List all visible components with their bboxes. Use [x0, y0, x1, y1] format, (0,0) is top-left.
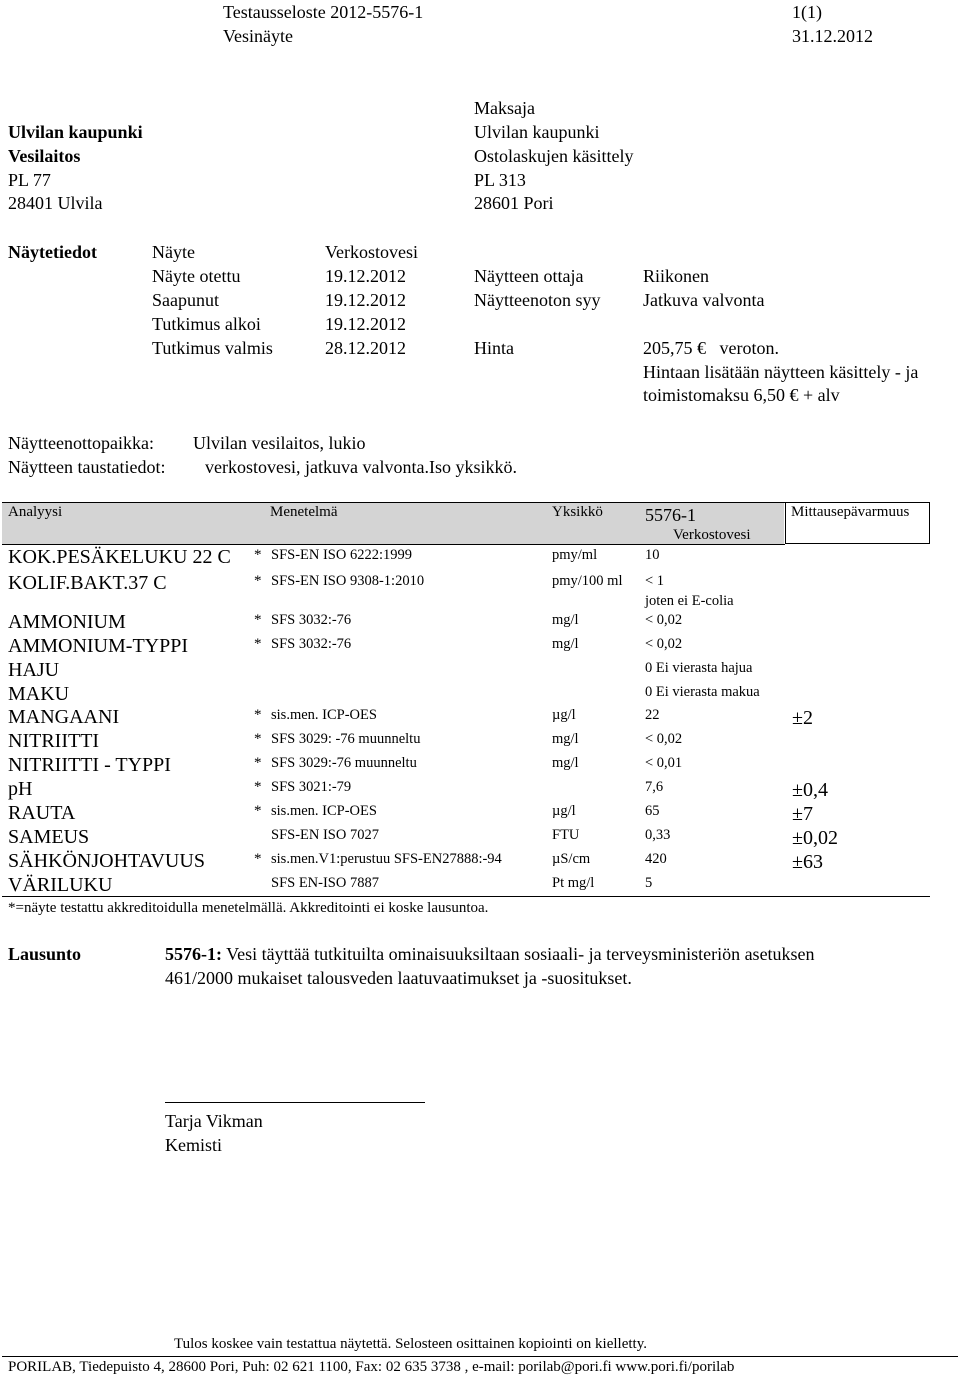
cell-result: < 0,02 — [645, 612, 683, 628]
cell-result: 10 — [645, 547, 660, 563]
cell-method: sis.men.V1:perustuu SFS-EN27888:-94 — [271, 851, 502, 867]
cell-result: 65 — [645, 803, 660, 819]
statement-line-1 — [165, 943, 815, 965]
cell-method: SFS 3021:-79 — [271, 779, 352, 795]
info-value: 19.12.2012 — [325, 290, 406, 310]
cell-analysis: AMMONIUM-TYPPI — [8, 635, 189, 657]
cell-method: SFS 3032:-76 — [271, 612, 352, 628]
payer-line: Ostolaskujen käsittely — [474, 146, 634, 166]
cell-method: SFS 3029:-76 muunneltu — [271, 755, 417, 771]
cell-unit: mg/l — [552, 636, 579, 652]
recipient-line: PL 77 — [8, 170, 51, 190]
cell-analysis: HAJU — [8, 659, 60, 681]
cell-result: 420 — [645, 851, 667, 867]
cell-analysis: KOK.PESÄKELUKU 22 C — [8, 546, 231, 568]
payer-line: PL 313 — [474, 170, 526, 190]
cell-unit: µg/l — [552, 707, 576, 723]
cell-uncertainty: ±63 — [792, 851, 823, 873]
info-label: Näyte otettu — [152, 266, 241, 286]
signer-title: Kemisti — [165, 1135, 222, 1155]
cell-method: sis.men. ICP-OES — [271, 803, 377, 819]
statement-line-2: 461/2000 mukaiset talousveden laatuvaatimukset ja -suositukset. — [165, 968, 632, 988]
sample-info-label: Näytetiedot — [8, 242, 97, 262]
col-header-analysis: Analyysi — [8, 504, 63, 520]
info-value: Verkostovesi — [325, 242, 418, 262]
info-label: Saapunut — [152, 290, 219, 310]
col-header-uncertainty: Mittausepävarmuus — [791, 504, 910, 520]
cell-uncertainty: ±0,02 — [792, 827, 838, 849]
location-value: Ulvilan vesilaitos, lukio — [193, 433, 366, 453]
statement-sample-ref: 5576-1: — [165, 944, 222, 964]
page-number: 1(1) — [792, 2, 822, 22]
cell-uncertainty: ±0,4 — [792, 779, 828, 801]
footer-contact: PORILAB, Tiedepuisto 4, 28600 Pori, Puh: 02 621 1100, Fax: 02 635 3738 , e-mail: porilab@pori.fi www.pori.fi/porilab — [8, 1359, 735, 1375]
cell-result: 0 Ei vierasta makua — [645, 684, 760, 700]
cell-analysis: pH — [8, 778, 33, 800]
cell-analysis: NITRIITTI - TYPPI — [8, 754, 171, 776]
cell-analysis: SAMEUS — [8, 826, 90, 848]
cell-unit: pmy/100 ml — [552, 573, 623, 589]
cell-method: SFS EN-ISO 7887 — [271, 875, 379, 891]
location-label: Näytteenottopaikka: — [8, 433, 154, 453]
cell-unit: mg/l — [552, 755, 579, 771]
info-value: 19.12.2012 — [325, 314, 406, 334]
info-label: Tutkimus alkoi — [152, 314, 261, 334]
cell-accredited-mark: * — [254, 803, 262, 819]
report-date: 31.12.2012 — [792, 26, 873, 46]
col-header-method: Menetelmä — [270, 504, 338, 520]
info-value: Riikonen — [643, 266, 709, 286]
cell-result: < 1 — [645, 573, 665, 589]
cell-unit: FTU — [552, 827, 580, 843]
footer-note: Tulos koskee vain testattua näytettä. Selosteen osittainen kopiointi on kielletty. — [174, 1336, 647, 1352]
cell-unit: mg/l — [552, 731, 579, 747]
cell-method: sis.men. ICP-OES — [271, 707, 377, 723]
price-note: toimistomaksu 6,50 € + alv — [643, 385, 840, 405]
cell-accredited-mark: * — [254, 612, 262, 628]
info-label: Näytteenoton syy — [474, 290, 601, 310]
cell-analysis: VÄRILUKU — [8, 874, 113, 896]
cell-result: < 0,02 — [645, 636, 683, 652]
cell-result: joten ei E-colia — [645, 593, 734, 609]
payer-heading: Maksaja — [474, 98, 535, 118]
recipient-line: Ulvilan kaupunki — [8, 122, 143, 142]
cell-accredited-mark: * — [254, 731, 262, 747]
cell-analysis: SÄHKÖNJOHTAVUUS — [8, 850, 205, 872]
cell-result: < 0,02 — [645, 731, 683, 747]
signature-line — [165, 1102, 425, 1103]
report-subtitle: Vesinäyte — [223, 26, 293, 46]
cell-result: < 0,01 — [645, 755, 683, 771]
col-header-sample-id: 5576-1 — [645, 505, 696, 525]
cell-result: 7,6 — [645, 779, 664, 795]
price-value: 205,75 € veroton. — [643, 338, 779, 358]
background-label: Näytteen taustatiedot: — [8, 457, 166, 477]
info-value: Jatkuva valvonta — [643, 290, 765, 310]
cell-unit: Pt mg/l — [552, 875, 595, 891]
report-title: Testausseloste 2012-5576-1 — [223, 2, 424, 22]
recipient-line: 28401 Ulvila — [8, 193, 103, 213]
statement-text: Vesi täyttää tutkituilta ominaisuuksiltaan sosiaali- ja terveysministeriön asetuksen — [222, 944, 815, 964]
info-label: Näytteen ottaja — [474, 266, 584, 286]
recipient-line: Vesilaitos — [8, 146, 81, 166]
cell-unit: pmy/ml — [552, 547, 598, 563]
col-header-sample-type: Verkostovesi — [673, 527, 751, 543]
accreditation-footnote: *=näyte testattu akkreditoidulla menetelmällä. Akkreditointi ei koske lausuntoa. — [8, 900, 489, 916]
cell-accredited-mark: * — [254, 779, 262, 795]
payer-line: Ulvilan kaupunki — [474, 122, 600, 142]
cell-unit: mg/l — [552, 612, 579, 628]
info-label: Tutkimus valmis — [152, 338, 273, 358]
cell-analysis: NITRIITTI — [8, 730, 100, 752]
info-value: 28.12.2012 — [325, 338, 406, 358]
info-value: 19.12.2012 — [325, 266, 406, 286]
cell-method: SFS 3032:-76 — [271, 636, 352, 652]
cell-unit: µS/cm — [552, 851, 591, 867]
cell-accredited-mark: * — [254, 707, 262, 723]
cell-analysis: RAUTA — [8, 802, 76, 824]
info-label: Näyte — [152, 242, 195, 262]
cell-accredited-mark: * — [254, 573, 262, 589]
cell-method: SFS 3029: -76 muunneltu — [271, 731, 421, 747]
footer-rule — [2, 1356, 958, 1357]
cell-method: SFS-EN ISO 6222:1999 — [271, 547, 412, 563]
cell-result: 0 Ei vierasta hajua — [645, 660, 753, 676]
cell-analysis: AMMONIUM — [8, 611, 126, 633]
col-header-unit: Yksikkö — [552, 504, 603, 520]
payer-line: 28601 Pori — [474, 193, 554, 213]
statement-label: Lausunto — [8, 944, 82, 964]
table-bottom-rule — [2, 896, 930, 897]
cell-result: 22 — [645, 707, 660, 723]
cell-accredited-mark: * — [254, 755, 262, 771]
cell-unit: µg/l — [552, 803, 576, 819]
cell-analysis: MANGAANI — [8, 706, 120, 728]
cell-uncertainty: ±7 — [792, 803, 813, 825]
cell-result: 5 — [645, 875, 653, 891]
cell-method: SFS-EN ISO 7027 — [271, 827, 379, 843]
price-note: Hintaan lisätään näytteen käsittely - ja — [643, 362, 919, 382]
cell-result: 0,33 — [645, 827, 671, 843]
cell-accredited-mark: * — [254, 636, 262, 652]
cell-analysis: KOLIF.BAKT.37 C — [8, 572, 167, 594]
cell-analysis: MAKU — [8, 683, 70, 705]
cell-accredited-mark: * — [254, 851, 262, 867]
cell-accredited-mark: * — [254, 547, 262, 563]
signer-name: Tarja Vikman — [165, 1111, 263, 1131]
price-label: Hinta — [474, 338, 514, 358]
background-value: verkostovesi, jatkuva valvonta.Iso yksikkö. — [205, 457, 517, 477]
cell-uncertainty: ±2 — [792, 707, 813, 729]
cell-method: SFS-EN ISO 9308-1:2010 — [271, 573, 425, 589]
